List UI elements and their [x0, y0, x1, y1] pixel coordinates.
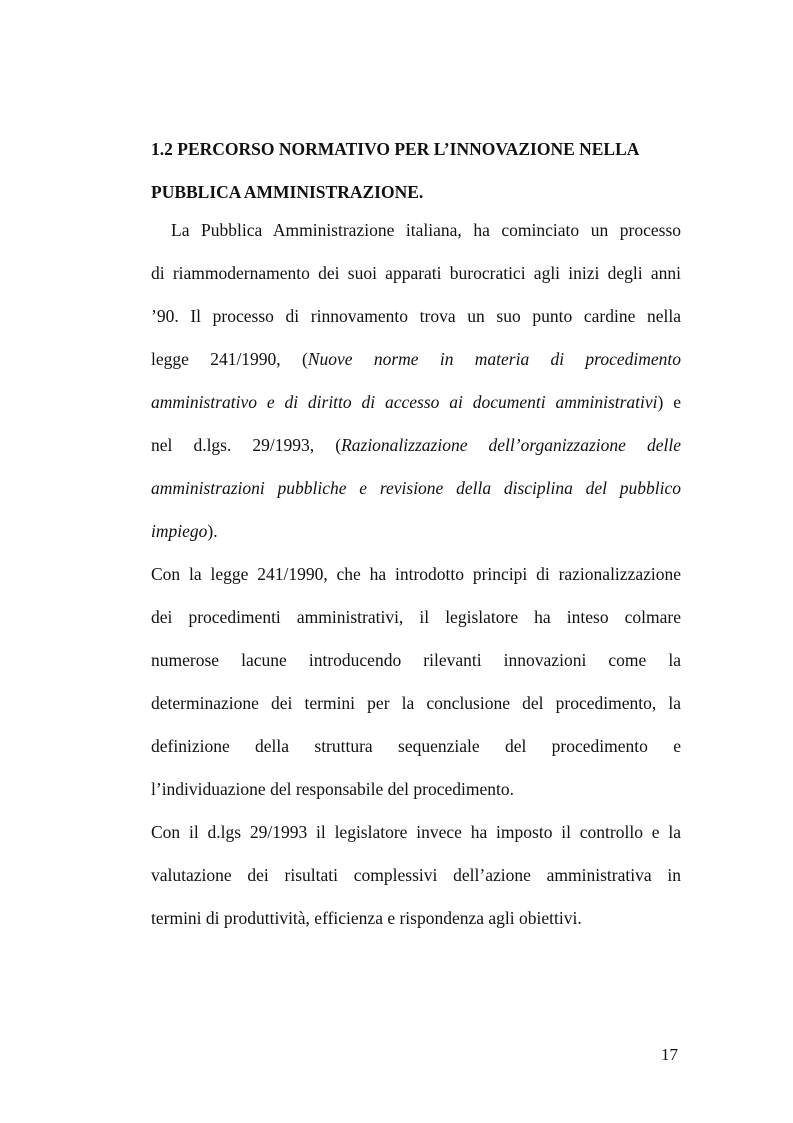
text-line: numerose lacune introducendo rilevanti innovazioni come la: [151, 650, 681, 670]
text-line: di riammodernamento dei suoi apparati burocratici agli inizi degli anni: [151, 263, 681, 283]
text-line: valutazione dei risultati complessivi dell’azione amministrativa in: [151, 865, 681, 885]
text-line: Con la legge 241/1990, che ha introdotto principi di razionalizzazione: [151, 564, 681, 584]
law-title-italic: amministrazioni pubbliche e revisione della disciplina del pubblico: [151, 478, 681, 498]
section-heading: [151, 128, 681, 214]
heading-line-1: 1.2 PERCORSO NORMATIVO PER L’INNOVAZIONE NELLA: [151, 139, 640, 159]
text-line: determinazione dei termini per la conclusione del procedimento, la: [151, 693, 681, 713]
text-line: [151, 510, 681, 553]
body-text: [151, 209, 681, 940]
heading-line-2: PUBBLICA AMMINISTRAZIONE.: [151, 182, 424, 202]
law-title-italic: impiego: [151, 521, 208, 541]
text-line: [151, 381, 681, 424]
text-line: La Pubblica Amministrazione italiana, ha cominciato un processo: [171, 220, 681, 240]
text-line: termini di produttività, efficienza e rispondenza agli obiettivi.: [151, 908, 582, 928]
text-span: legge 241/1990, (: [151, 349, 308, 369]
text-span: ).: [207, 521, 218, 541]
text-line: [151, 467, 681, 510]
text-line: definizione della struttura sequenziale del procedimento e: [151, 736, 681, 756]
law-title-italic: Nuove norme in materia di procedimento: [307, 349, 681, 369]
text-line: [151, 424, 681, 467]
page-number: 17: [661, 1045, 678, 1064]
text-line: [151, 338, 681, 381]
text-span: nel d.lgs. 29/1993, (: [151, 435, 342, 455]
text-line: ’90. Il processo di rinnovamento trova un suo punto cardine nella: [151, 306, 681, 326]
law-title-italic: Razionalizzazione dell’organizzazione delle: [341, 435, 681, 455]
text-line: l’individuazione del responsabile del procedimento.: [151, 779, 515, 799]
text-span: ) e: [657, 392, 681, 412]
law-title-italic: amministrativo e di diritto di accesso ai documenti amministrativi: [151, 392, 658, 412]
paragraph-3: [151, 811, 681, 940]
paragraph-1: [151, 209, 681, 553]
text-line: dei procedimenti amministrativi, il legislatore ha inteso colmare: [151, 607, 681, 627]
text-line: Con il d.lgs 29/1993 il legislatore invece ha imposto il controllo e la: [151, 822, 681, 842]
paragraph-2: [151, 553, 681, 811]
